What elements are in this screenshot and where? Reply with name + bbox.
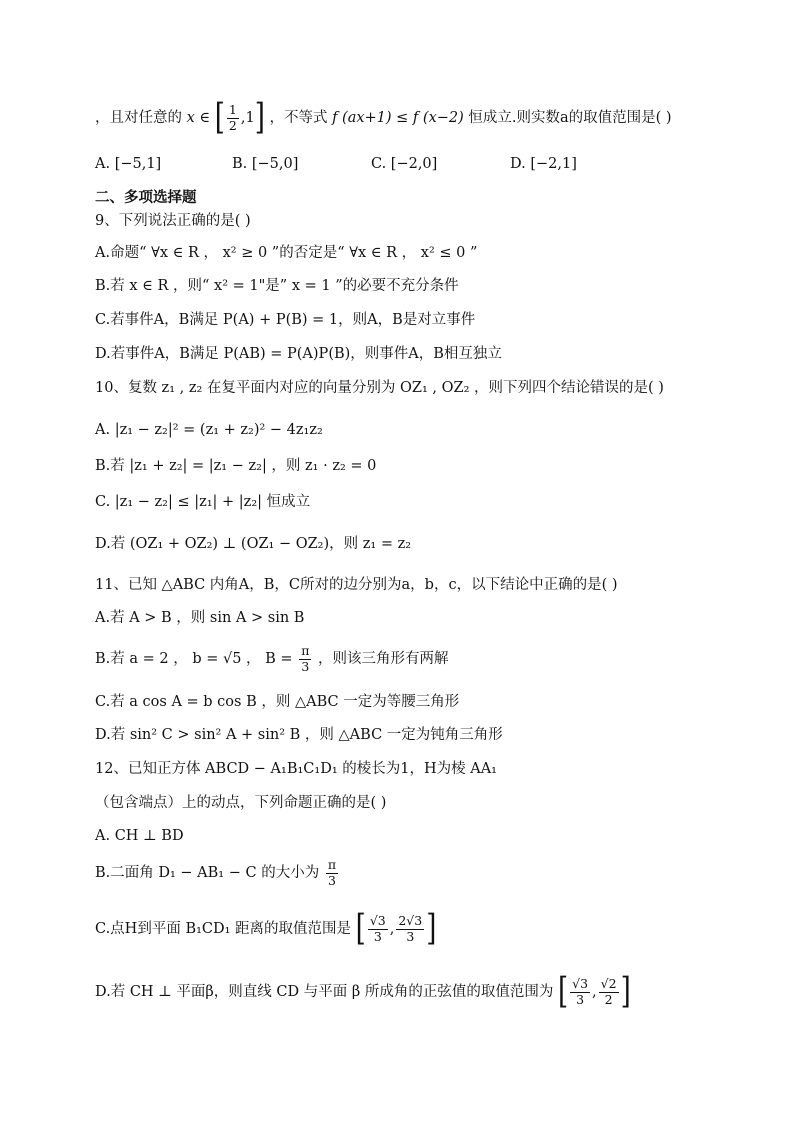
q12-option-b[interactable]: B.二面角 D₁ − AB₁ − C 的大小为 $\frac{\pi}{3}$ xyxy=(95,857,337,888)
q9-option-a[interactable]: A.命题“ ∀x ∈ R ， x² ≥ 0 ”的否定是“ ∀x ∈ R ， x² ≤ 0 ” xyxy=(95,245,478,261)
q12-stem-line1: 12、已知正方体 ABCD − A₁B₁C₁D₁ 的棱长为1，H为棱 AA₁ xyxy=(95,761,497,777)
q9-option-d[interactable]: D.若事件A，B满足 P(AB) = P(A)P(B)，则事件A，B相互独立 xyxy=(95,346,502,362)
section-title: 二、多项选择题 xyxy=(95,190,197,206)
q11-option-d[interactable]: D.若 sin² C > sin² A + sin² B ，则 △ABC 一定为钝角三角形 xyxy=(95,727,503,743)
q12-stem-line2: （包含端点）上的动点，下列命题正确的是( ) xyxy=(95,795,387,811)
q9-option-b[interactable]: B.若 x ∈ R ，则“ x² = 1"是” x = 1 ”的必要不充分条件 xyxy=(95,278,459,294)
q10-option-c[interactable]: C. |z₁ − z₂| ≤ |z₁| + |z₂| 恒成立 xyxy=(95,494,311,510)
q8-option-b[interactable]: B. [−5,0] xyxy=(232,156,299,172)
q12-option-c[interactable]: C.点H到平面 B₁CD₁ 距离的取值范围是 [ $\frac{√3}{3}$ , $\frac{2√3}{3}$ ] xyxy=(95,908,437,950)
q8-option-c[interactable]: C. [−2,0] xyxy=(371,156,438,172)
q11-option-c[interactable]: C.若 a cos A = b cos B ，则 △ABC 一定为等腰三角形 xyxy=(95,694,460,710)
q10-option-a[interactable]: A. |z₁ − z₂|² = (z₁ + z₂)² − 4z₁z₂ xyxy=(95,422,323,438)
q10-option-d[interactable]: D.若 (OZ₁ + OZ₂) ⊥ (OZ₁ − OZ₂)，则 z₁ = z₂ xyxy=(95,536,412,552)
q8-stem: ，且对任意的 x ∈ [ $\frac{1}{2}$ ,1] ，不等式 f (ax+1) ≤ f (x−2) 恒成立.则实数a的取值范围是( ) xyxy=(95,97,672,139)
q12-option-a[interactable]: A. CH ⊥ BD xyxy=(95,828,184,844)
q10-stem: 10、复数 z₁ , z₂ 在复平面内对应的向量分别为 OZ₁ , OZ₂ ，则下列四个结论错误的是( ) xyxy=(95,380,664,396)
q11-option-a[interactable]: A.若 A > B ，则 sin A > sin B xyxy=(95,610,305,626)
q11-stem: 11、已知 △ABC 内角A，B，C所对的边分别为a，b，c，以下结论中正确的是( ) xyxy=(95,577,618,593)
q9-stem: 9、下列说法正确的是( ) xyxy=(95,213,251,229)
q12-option-d[interactable]: D.若 CH ⊥ 平面β，则直线 CD 与平面 β 所成角的正弦值的取值范围为 [ $\frac{√3}{3}$ , $\frac{√2}{2}$ ] xyxy=(95,971,631,1013)
q8-option-d[interactable]: D. [−2,1] xyxy=(510,156,577,172)
q9-option-c[interactable]: C.若事件A，B满足 P(A) + P(B) = 1，则A，B是对立事件 xyxy=(95,312,476,328)
q10-option-b[interactable]: B.若 |z₁ + z₂| = |z₁ − z₂| ，则 z₁ · z₂ = 0 xyxy=(95,458,377,474)
q8-option-a[interactable]: A. [−5,1] xyxy=(95,156,162,172)
q11-option-b[interactable]: B.若 a = 2 ， b = √5 ， B = $\frac{\pi}{3}$ ，则该三角形有两解 xyxy=(95,643,449,674)
